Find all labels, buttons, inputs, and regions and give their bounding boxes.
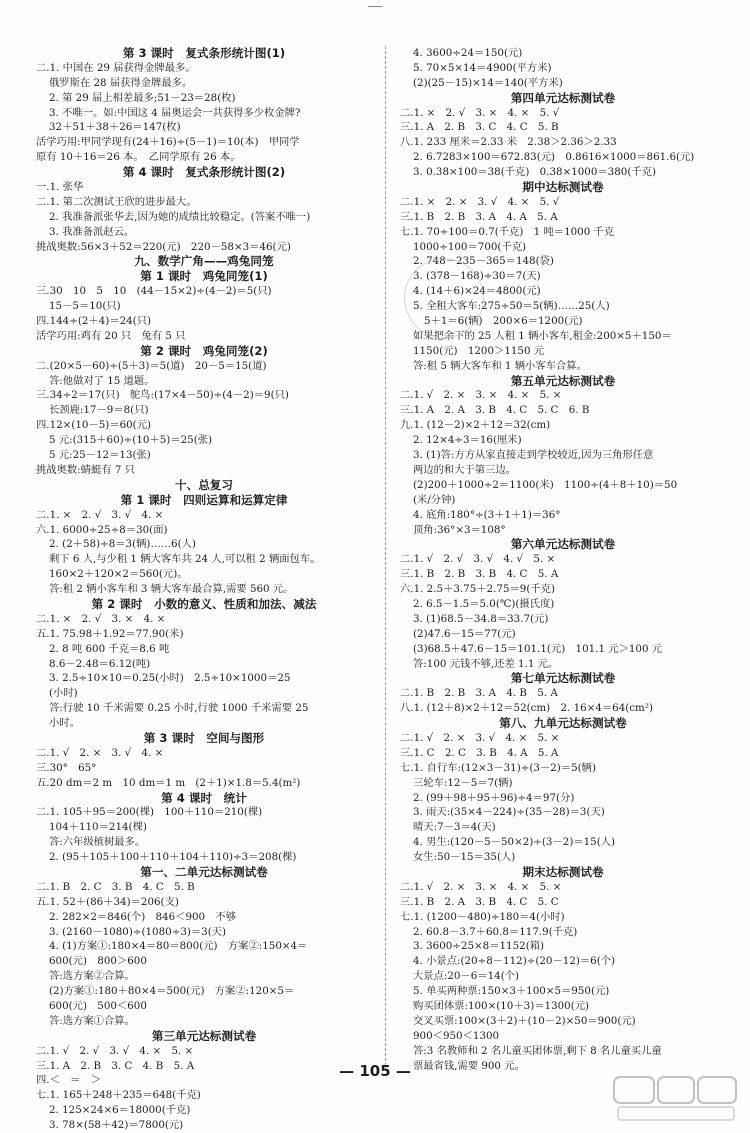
answer-line: 三.1. B 2. B 3. B 4. C 5. A [400, 568, 559, 581]
answer-line: 二.1. √ 2. × 3. × 4. × 5. × [400, 880, 562, 893]
section-heading: 第四单元达标测试卷 [510, 90, 616, 105]
answer-line: 购买团体票:100×(10＋3)＝1300(元) [413, 1000, 590, 1012]
answer-line: 四.＜ ＝ ＞ [36, 1074, 102, 1087]
answer-line: 3. 不唯一。如:中国这 4 届奥运会一共获得多少枚金牌? [49, 106, 301, 119]
answer-line: 2. 第 29 届上相差最多;51－23＝28(枚) [49, 91, 236, 104]
answer-line: 三.34÷2＝17(只) 鸵鸟:(17×4－50)÷(4－2)＝9(只) [36, 389, 289, 402]
answer-line: 九.1. (12－2)×2＋12＝32(cm) [400, 419, 551, 432]
answer-line: 二.1. √ 2. √ 3. √ 4. × 5. × [36, 1044, 194, 1057]
answer-line: 活学巧用:鸡有 20 只 兔有 5 只 [36, 329, 186, 342]
answer-line: 4. (1)方案①:180×4＝80＝800(元) 方案②:150×4＝ [49, 940, 308, 953]
answer-line: 2. 12×4÷3＝16(厘米) [413, 434, 522, 447]
answer-line: 三.1. C 2. C 3. B 4. A 5. A [400, 746, 559, 759]
answer-line: (米/分钟) [413, 493, 456, 506]
answer-line: 七.1. (1200－480)÷180＝4(小时) [400, 910, 565, 923]
answer-line: 一.1. 张华 [36, 181, 84, 194]
answer-line: 3. (1)68.5－34.8＝33.7(元) [413, 612, 549, 625]
answer-column-right [400, 46, 726, 1073]
answer-line: 4. 底角:180°÷(3＋1＋1)＝36° [413, 508, 561, 521]
answer-line: 二.1. × 2. √ 3. × 4. × 5. √ [400, 106, 560, 119]
answer-line: 七.1. 自行车:(12×3－31)÷(3－2)＝5(辆) [400, 761, 596, 774]
answer-line: 2. 6.5－1.5＝5.0(℃)(摄氏度) [413, 597, 555, 610]
answer-line: 二.1. √ 2. × 3. √ 4. × 5. × [400, 731, 560, 744]
answer-line: 大景点:20－6＝14(个) [413, 970, 520, 983]
answer-line: 二.1. √ 2. × 3. √ 4. × [36, 746, 164, 759]
section-heading: 第五单元达标测试卷 [510, 373, 616, 388]
answer-line: 2. 748－235－365＝148(袋) [413, 255, 554, 268]
answer-line: 两边的和大于第三边。 [413, 463, 516, 476]
answer-line: 如果把余下的 25 人租 1 辆小客车,租金:200×5＋150＝ [413, 329, 672, 342]
answer-line: 2. (99＋98＋95＋96)÷4＝97(分) [413, 791, 575, 804]
answer-line: 二.(20×5－60)÷(5＋3)＝5(道) 20－5＝15(道) [36, 359, 267, 372]
section-heading: 九、数学广角——鸡兔同笼 [134, 254, 274, 269]
answer-line: 顶角:36°×3＝108° [413, 523, 506, 536]
answer-line: 答:租 2 辆小客车和 3 辆大客车最合算,需要 560 元。 [49, 583, 294, 596]
answer-line: 答:行驶 10 千米需要 0.25 小时,行驶 1000 千米需要 25 [49, 702, 309, 715]
answer-line: 答:租 5 辆大客车和 1 辆小客车合算。 [413, 359, 587, 372]
answer-line: 二.1. √ 2. √ 3. √ 4. √ 5. × [400, 553, 556, 566]
answer-line: 俄罗斯在 28 届获得金牌最多。 [49, 76, 193, 89]
answer-line: 4. 男生:(120－5－50×2)÷(3－2)＝15(人) [413, 836, 616, 849]
answer-line: 32＋51＋38＋26＝147(枚) [49, 121, 181, 134]
answer-line: 1150(元) 1200＞1150 元 [413, 344, 545, 357]
section-heading: 第七单元达标测试卷 [510, 671, 616, 686]
answer-line: 三.1. A 2. B 3. C 4. C 5. B [400, 121, 559, 134]
answer-line: 四.12×(10－5)＝60(元) [36, 419, 152, 432]
answer-line: 4. 3600÷24＝150(元) [413, 47, 523, 59]
answer-line: 5＋1＝6(辆) 200×6＝1200(元) [424, 315, 583, 328]
answer-line: 女生:50－15＝35(人) [413, 851, 516, 864]
answer-line: 三.30 10 5 10 (44－15×2)÷(4－2)＝5(只) [36, 285, 272, 298]
answer-line: 二.1. × 2. √ 3. × 4. × [36, 612, 166, 625]
answer-line: 答:六年级植树最多。 [49, 836, 146, 849]
answer-line: 六.1. 6000÷25÷8＝30(面) [36, 523, 168, 536]
answer-line: (2)(25－15)×14＝140(平方米) [413, 76, 563, 89]
answer-line: 15－5＝10(只) [49, 300, 121, 313]
section-heading: 第 3 课时 复式条形统计图(1) [122, 46, 286, 60]
answer-line: 三.1. B 2. A 3. B 4. C 5. C [400, 895, 559, 908]
section-heading: 第三单元达标测试卷 [151, 1028, 257, 1043]
answer-line: 原有 10＋16＝26 本。 乙同学原有 26 本。 [36, 151, 241, 164]
answer-line: 5 元:25－12＝13(张) [49, 449, 151, 462]
answer-line: 4. (14＋6)×24＝4800(元) [413, 285, 541, 298]
top-mark [368, 0, 382, 7]
answer-line: 2. 我准备派张华去,因为她的成绩比较稳定。(答案不唯一) [49, 210, 311, 223]
section-heading: 期末达标测试卷 [522, 864, 604, 879]
answer-line: 600(元) 800＞600 [49, 955, 147, 968]
answer-line: 二.1. 中国在 29 届获得金牌最多。 [36, 61, 196, 74]
answer-line: (2)47.6－15＝77(元) [413, 627, 516, 640]
answer-line: 长颈鹿:17－9＝8(只) [49, 404, 149, 417]
answer-line: 2. (2＋58)÷8＝3(辆)……6(人) [49, 538, 196, 551]
answer-line: 5 元:(315＋60)÷(10＋5)＝25(张) [49, 434, 213, 447]
answer-line: 104＋110＝214(棵) [49, 821, 147, 834]
answer-line: 三.1. A 2. A 3. B 4. C 5. C 6. B [400, 404, 590, 417]
answer-line: 五.1. 75.98＋1.92＝77.90(米) [36, 627, 184, 640]
answer-line: 3. 3600÷25×8＝1152(箱) [413, 940, 545, 953]
section-heading: 第 3 课时 空间与图形 [143, 730, 265, 745]
answer-line: (3)68.5＋47.6－15＝101.1(元) 101.1 元＞100 元 [413, 642, 663, 655]
answer-line: 二.1. B 2. C 3. B 4. C 5. B [36, 880, 195, 893]
answer-line: 五.20 dm＝2 m 10 dm＝1 m (2＋1)×1.8＝5.4(m²) [36, 776, 301, 789]
answer-line: 晴天:7－3＝4(天) [413, 821, 496, 834]
answer-line: 交叉买票:100×(3＋2)＋(10－2)×50＝900(元) [413, 1014, 636, 1027]
section-heading: 第一、二单元达标测试卷 [140, 864, 268, 879]
answer-line: 七.1. 70÷100＝0.7(千克) 1 吨＝1000 千克 [400, 225, 615, 238]
answer-line: 二.1. B 2. B 3. A 4. B 5. A [400, 687, 558, 700]
answer-line: 八.1. 233 厘米＝2.33 米 2.38＞2.36＞2.33 [400, 136, 617, 149]
watermark-logo [612, 1075, 740, 1123]
section-heading: 第 1 课时 四则运算和运算定律 [120, 492, 288, 507]
answer-line: 160×2＋120×2＝560(元)。 [49, 568, 188, 581]
answer-line: 600(元) 500＜600 [49, 1000, 147, 1012]
section-heading: 期中达标测试卷 [522, 180, 604, 195]
answer-line: 2. 6.7283×100＝672.83(元) 0.8616×1000＝861.6(元) [413, 151, 695, 164]
page-number: — 105 — [339, 1062, 411, 1080]
answer-line: 三轮车:12－5＝7(辆) [413, 776, 513, 789]
answer-line: 票最省钱,需要 900 元。 [413, 1059, 525, 1072]
answer-line: 2. 125×24×6＝18000(千克) [49, 1104, 191, 1117]
answer-line: 5. 单买两种票:150×3＋100×5＝950(元) [413, 985, 610, 998]
answer-line: 1000÷100＝700(千克) [413, 240, 527, 253]
answer-line: 3. (1)答:方方从家直接走到学校较近,因为三角形任意 [413, 449, 654, 462]
answer-line: 8.6－2.48＝6.12(吨) [49, 657, 151, 670]
answer-line: 五.1. 52＋(86＋34)＝206(支) [36, 895, 179, 908]
answer-line: 3. 雨天:(35×4－224)÷(35－28)＝3(天) [413, 806, 605, 819]
answer-line: 二.1. 第二次测试王欣的进步最大。 [36, 195, 197, 208]
answer-line: 答:100 元钱不够,还差 1.1 元。 [413, 657, 559, 670]
section-heading: 第 4 课时 复式条形统计图(2) [122, 165, 286, 180]
answer-line: 3. 0.38×100＝38(千克) 0.38×1000＝380(千克) [413, 166, 656, 179]
answer-line: 答:选方案①合算。 [49, 1014, 135, 1027]
answer-line: 四.144÷(2＋4)＝24(只) [36, 315, 152, 328]
section-heading: 第八、九单元达标测试卷 [499, 716, 627, 731]
answer-line: 七.1. 165＋248＋235＝648(千克) [36, 1089, 201, 1102]
answer-line: 八.1. (12＋8)×2＋12＝52(cm) 2. 16×4＝64(cm²) [400, 702, 653, 715]
section-heading: 第 4 课时 统计 [161, 790, 247, 805]
faint-stamp [404, 258, 484, 338]
answer-line: (2)方案①:180＋80×4＝500(元) 方案②:120×5＝ [49, 985, 295, 998]
answer-line: 挑战奥数:蜻蜓有 7 只 [36, 463, 135, 476]
answer-line: 3. 78×(58＋42)＝7800(元) [49, 1119, 184, 1132]
answer-line: 三.1. B 2. B 3. A 4. A 5. A [400, 210, 558, 223]
section-heading: 第 2 课时 鸡兔同笼(2) [140, 343, 268, 358]
answer-line: 3. 我准备派赵云。 [49, 225, 135, 238]
answer-line: 900＜950＜1300 [413, 1029, 500, 1042]
answer-line: 活学巧用:甲同学现有(24＋16)÷(5－1)＝10(本) 甲同学 [36, 136, 300, 149]
section-heading: 第六单元达标测试卷 [510, 537, 616, 552]
answer-line: 二.1. × 2. √ 3. √ 4. × [36, 508, 164, 521]
answer-line: 5. 70×5×14＝4900(平方米) [413, 61, 552, 74]
answer-line: 3. (2160－1080)÷(1080÷3)＝3(天) [49, 925, 227, 938]
answer-line: 三.1. A 2. B 3. C 4. B 5. A [36, 1059, 195, 1072]
answer-line: 2. 282×2＝846(个) 846＜900 不够 [49, 910, 237, 923]
answer-line: (2)200＋1000÷2＝1100(米) 1100÷(4＋8＋10)＝50 [413, 478, 678, 491]
section-heading: 十、总复习 [175, 477, 233, 492]
answer-line: 二.1. × 2. × 3. √ 4. × 5. √ [400, 195, 560, 208]
answer-line: 2. 8 吨 600 千克＝8.6 吨 [49, 642, 170, 655]
answer-line: 六.1. 2.5＋3.75＋2.75＝9(千克) [400, 583, 555, 596]
answer-line: 答:他做对了 15 道题。 [49, 374, 155, 387]
answer-line: 三.30° 65° [36, 761, 97, 774]
answer-line: 3. (378－168)÷30＝7(天) [413, 270, 541, 283]
section-heading: 第 2 课时 小数的意义、性质和加法、减法 [91, 596, 317, 611]
answer-line: 剩下 6 人,与少租 1 辆大客车共 24 人,可以租 2 辆面包车。 [49, 553, 321, 566]
answer-column-left [36, 46, 372, 1133]
answer-line: 答:3 名教师和 2 名儿童买团体票,剩下 8 名儿童买儿童 [413, 1044, 662, 1057]
section-heading: 第 1 课时 鸡兔同笼(1) [140, 269, 268, 284]
answer-line: (小时) [49, 687, 78, 700]
answer-line: 小时。 [49, 717, 80, 730]
answer-line: 二.1. 105＋95＝200(棵) 100＋110＝210(棵) [36, 806, 263, 819]
column-divider [385, 46, 386, 1066]
answer-line: 4. 小景点:(20÷8－112)÷(20－12)＝6(个) [413, 955, 616, 968]
answer-line: 二.1. √ 2. × 3. × 4. × 5. × [400, 389, 562, 402]
answer-line: 答:选方案②合算。 [49, 970, 135, 983]
answer-line: 挑战奥数:56×3＋52＝220(元) 220－58×3＝46(元) [36, 240, 291, 253]
answer-line: 3. 2.5÷10×10＝0.25(小时) 2.5÷10×1000＝25 [49, 672, 291, 685]
answer-line: 2. 60.8－3.7＋60.8＝117.9(千克) [413, 925, 578, 938]
answer-line: 2. (95＋105＋100＋110＋104＋110)÷3＝208(棵) [49, 851, 297, 864]
answer-line: 5. 全租大客车:275÷50＝5(辆)……25(人) [413, 300, 610, 313]
